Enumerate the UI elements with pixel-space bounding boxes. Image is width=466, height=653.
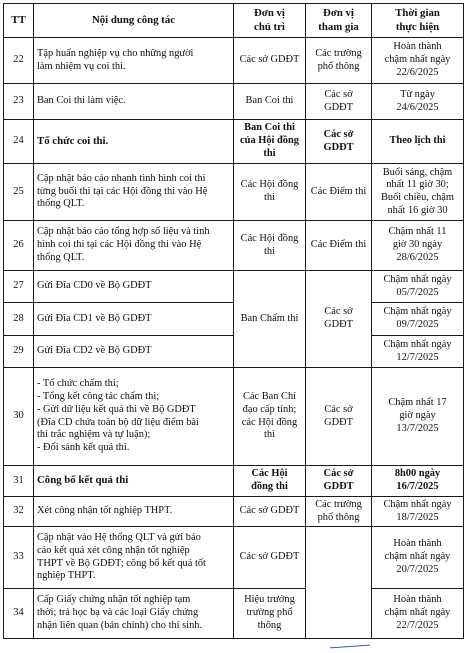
row-time: Chậm nhất ngày 12/7/2025 xyxy=(372,336,464,368)
row-content: Công bố kết quả thi xyxy=(34,466,234,497)
row-time: Theo lịch thi xyxy=(372,120,464,164)
table-row xyxy=(4,368,464,466)
row-number: 24 xyxy=(4,120,34,164)
row-participants: Các Điểm thi xyxy=(306,164,372,221)
table-row xyxy=(4,497,464,527)
signature-stroke xyxy=(330,645,370,651)
row-time: Buổi sáng, chậm nhất 11 giờ 30; Buổi chiều, chậm nhất 16 giờ 30 xyxy=(372,164,464,221)
row-content: Xét công nhận tốt nghiệp THPT. xyxy=(34,497,234,527)
table-row xyxy=(4,271,464,303)
header-unit: Đơn vị chủ trì xyxy=(234,4,306,38)
row-unit: Ban Coi thi xyxy=(234,84,306,120)
row-time: Hoàn thành chậm nhất ngày 22/7/2025 xyxy=(372,589,464,639)
row-unit: Các Hội đồng thi xyxy=(234,221,306,271)
table-row xyxy=(4,466,464,497)
row-participants: Các sở GDĐT xyxy=(306,84,372,120)
schedule-table xyxy=(3,3,464,639)
header-participants: Đơn vị tham gia xyxy=(306,4,372,38)
row-content: Gửi Đĩa CD1 về Bộ GDĐT xyxy=(34,303,234,336)
merged-participants-cell-empty xyxy=(306,527,372,639)
row-content: Tập huấn nghiệp vụ cho những người làm nhiệm vụ coi thi. xyxy=(34,38,234,84)
header-row xyxy=(4,4,464,38)
header-content: Nội dung công tác xyxy=(34,4,234,38)
row-number: 33 xyxy=(4,527,34,589)
merged-unit-cell: Ban Chấm thi xyxy=(234,271,306,368)
row-number: 22 xyxy=(4,38,34,84)
row-time: Chậm nhất ngày 18/7/2025 xyxy=(372,497,464,527)
row-time: Chậm nhất 11 giờ 30 ngày 28/6/2025 xyxy=(372,221,464,271)
row-number: 26 xyxy=(4,221,34,271)
row-content: Gửi Đĩa CD2 về Bộ GDĐT xyxy=(34,336,234,368)
row-number: 32 xyxy=(4,497,34,527)
row-time: Hoàn thành chậm nhất ngày 22/6/2025 xyxy=(372,38,464,84)
row-number: 23 xyxy=(4,84,34,120)
table-row xyxy=(4,38,464,84)
row-participants: Các trường phổ thông xyxy=(306,38,372,84)
row-content: Cập nhật báo cáo nhanh tình hình coi thi từng buổi thi tại các Hội đồng thi vào Hệ thống QLT. xyxy=(34,164,234,221)
row-unit: Các sở GDĐT xyxy=(234,527,306,589)
row-content: Gửi Đĩa CD0 về Bộ GDĐT xyxy=(34,271,234,303)
row-unit: Hiệu trưởng trường phổ thông xyxy=(234,589,306,639)
row-content: Cấp Giấy chứng nhận tốt nghiệp tạm thời; trả học bạ và các loại Giấy chứng nhận liên quan (bản chính) cho thí sinh. xyxy=(34,589,234,639)
row-time: Từ ngày 24/6/2025 xyxy=(372,84,464,120)
table-row xyxy=(4,527,464,589)
table-row xyxy=(4,589,464,639)
row-time: Chậm nhất 17 giờ ngày 13/7/2025 xyxy=(372,368,464,466)
row-content: - Tổ chức chấm thi; - Tổng kết công tác chấm thi; - Gửi dữ liệu kết quả thi về Bộ GDĐT (Đĩa CD chứa toàn bộ dữ liệu điểm bài thi trắc nghiệm và tự luận); - Đối sánh kết quả thi. xyxy=(34,368,234,466)
header-tt: TT xyxy=(4,4,34,38)
row-number: 34 xyxy=(4,589,34,639)
row-participants: Các trường phổ thông xyxy=(306,497,372,527)
table-row xyxy=(4,221,464,271)
row-time: 8h00 ngày 16/7/2025 xyxy=(372,466,464,497)
row-unit: Ban Coi thi của Hội đồng thi xyxy=(234,120,306,164)
row-number: 28 xyxy=(4,303,34,336)
row-time: Chậm nhất ngày 05/7/2025 xyxy=(372,271,464,303)
row-number: 30 xyxy=(4,368,34,466)
row-number: 27 xyxy=(4,271,34,303)
merged-participants-cell: Các sở GDĐT xyxy=(306,271,372,368)
row-participants: Các sở GDĐT xyxy=(306,368,372,466)
row-number: 31 xyxy=(4,466,34,497)
row-participants: Các sở GDĐT xyxy=(306,466,372,497)
row-content: Ban Coi thi làm việc. xyxy=(34,84,234,120)
row-participants: Các sở GDĐT xyxy=(306,120,372,164)
row-unit: Các sở GDĐT xyxy=(234,497,306,527)
header-time: Thời gian thực hiện xyxy=(372,4,464,38)
row-number: 25 xyxy=(4,164,34,221)
table-row xyxy=(4,164,464,221)
row-participants: Các Điểm thi xyxy=(306,221,372,271)
row-content: Tổ chức coi thi. xyxy=(34,120,234,164)
table-row xyxy=(4,84,464,120)
row-unit: Các sở GDĐT xyxy=(234,38,306,84)
row-content: Cập nhật vào Hệ thống QLT và gửi báo cáo kết quả xét công nhận tốt nghiệp THPT về Bộ GDĐT; công bố kết quả tốt nghiệp THPT. xyxy=(34,527,234,589)
row-unit: Các Hội đồng thi xyxy=(234,466,306,497)
document-page xyxy=(3,3,463,639)
row-time: Chậm nhất ngày 09/7/2025 xyxy=(372,303,464,336)
row-content: Cập nhật báo cáo tổng hợp số liệu và tình hình coi thi tại các Hội đồng thi vào Hệ thống QLT. xyxy=(34,221,234,271)
table-row xyxy=(4,120,464,164)
row-number: 29 xyxy=(4,336,34,368)
row-unit: Các Hội đồng thi xyxy=(234,164,306,221)
row-unit: Các Ban Chỉ đạo cấp tỉnh; các Hội đồng thi xyxy=(234,368,306,466)
row-time: Hoàn thành chậm nhất ngày 20/7/2025 xyxy=(372,527,464,589)
